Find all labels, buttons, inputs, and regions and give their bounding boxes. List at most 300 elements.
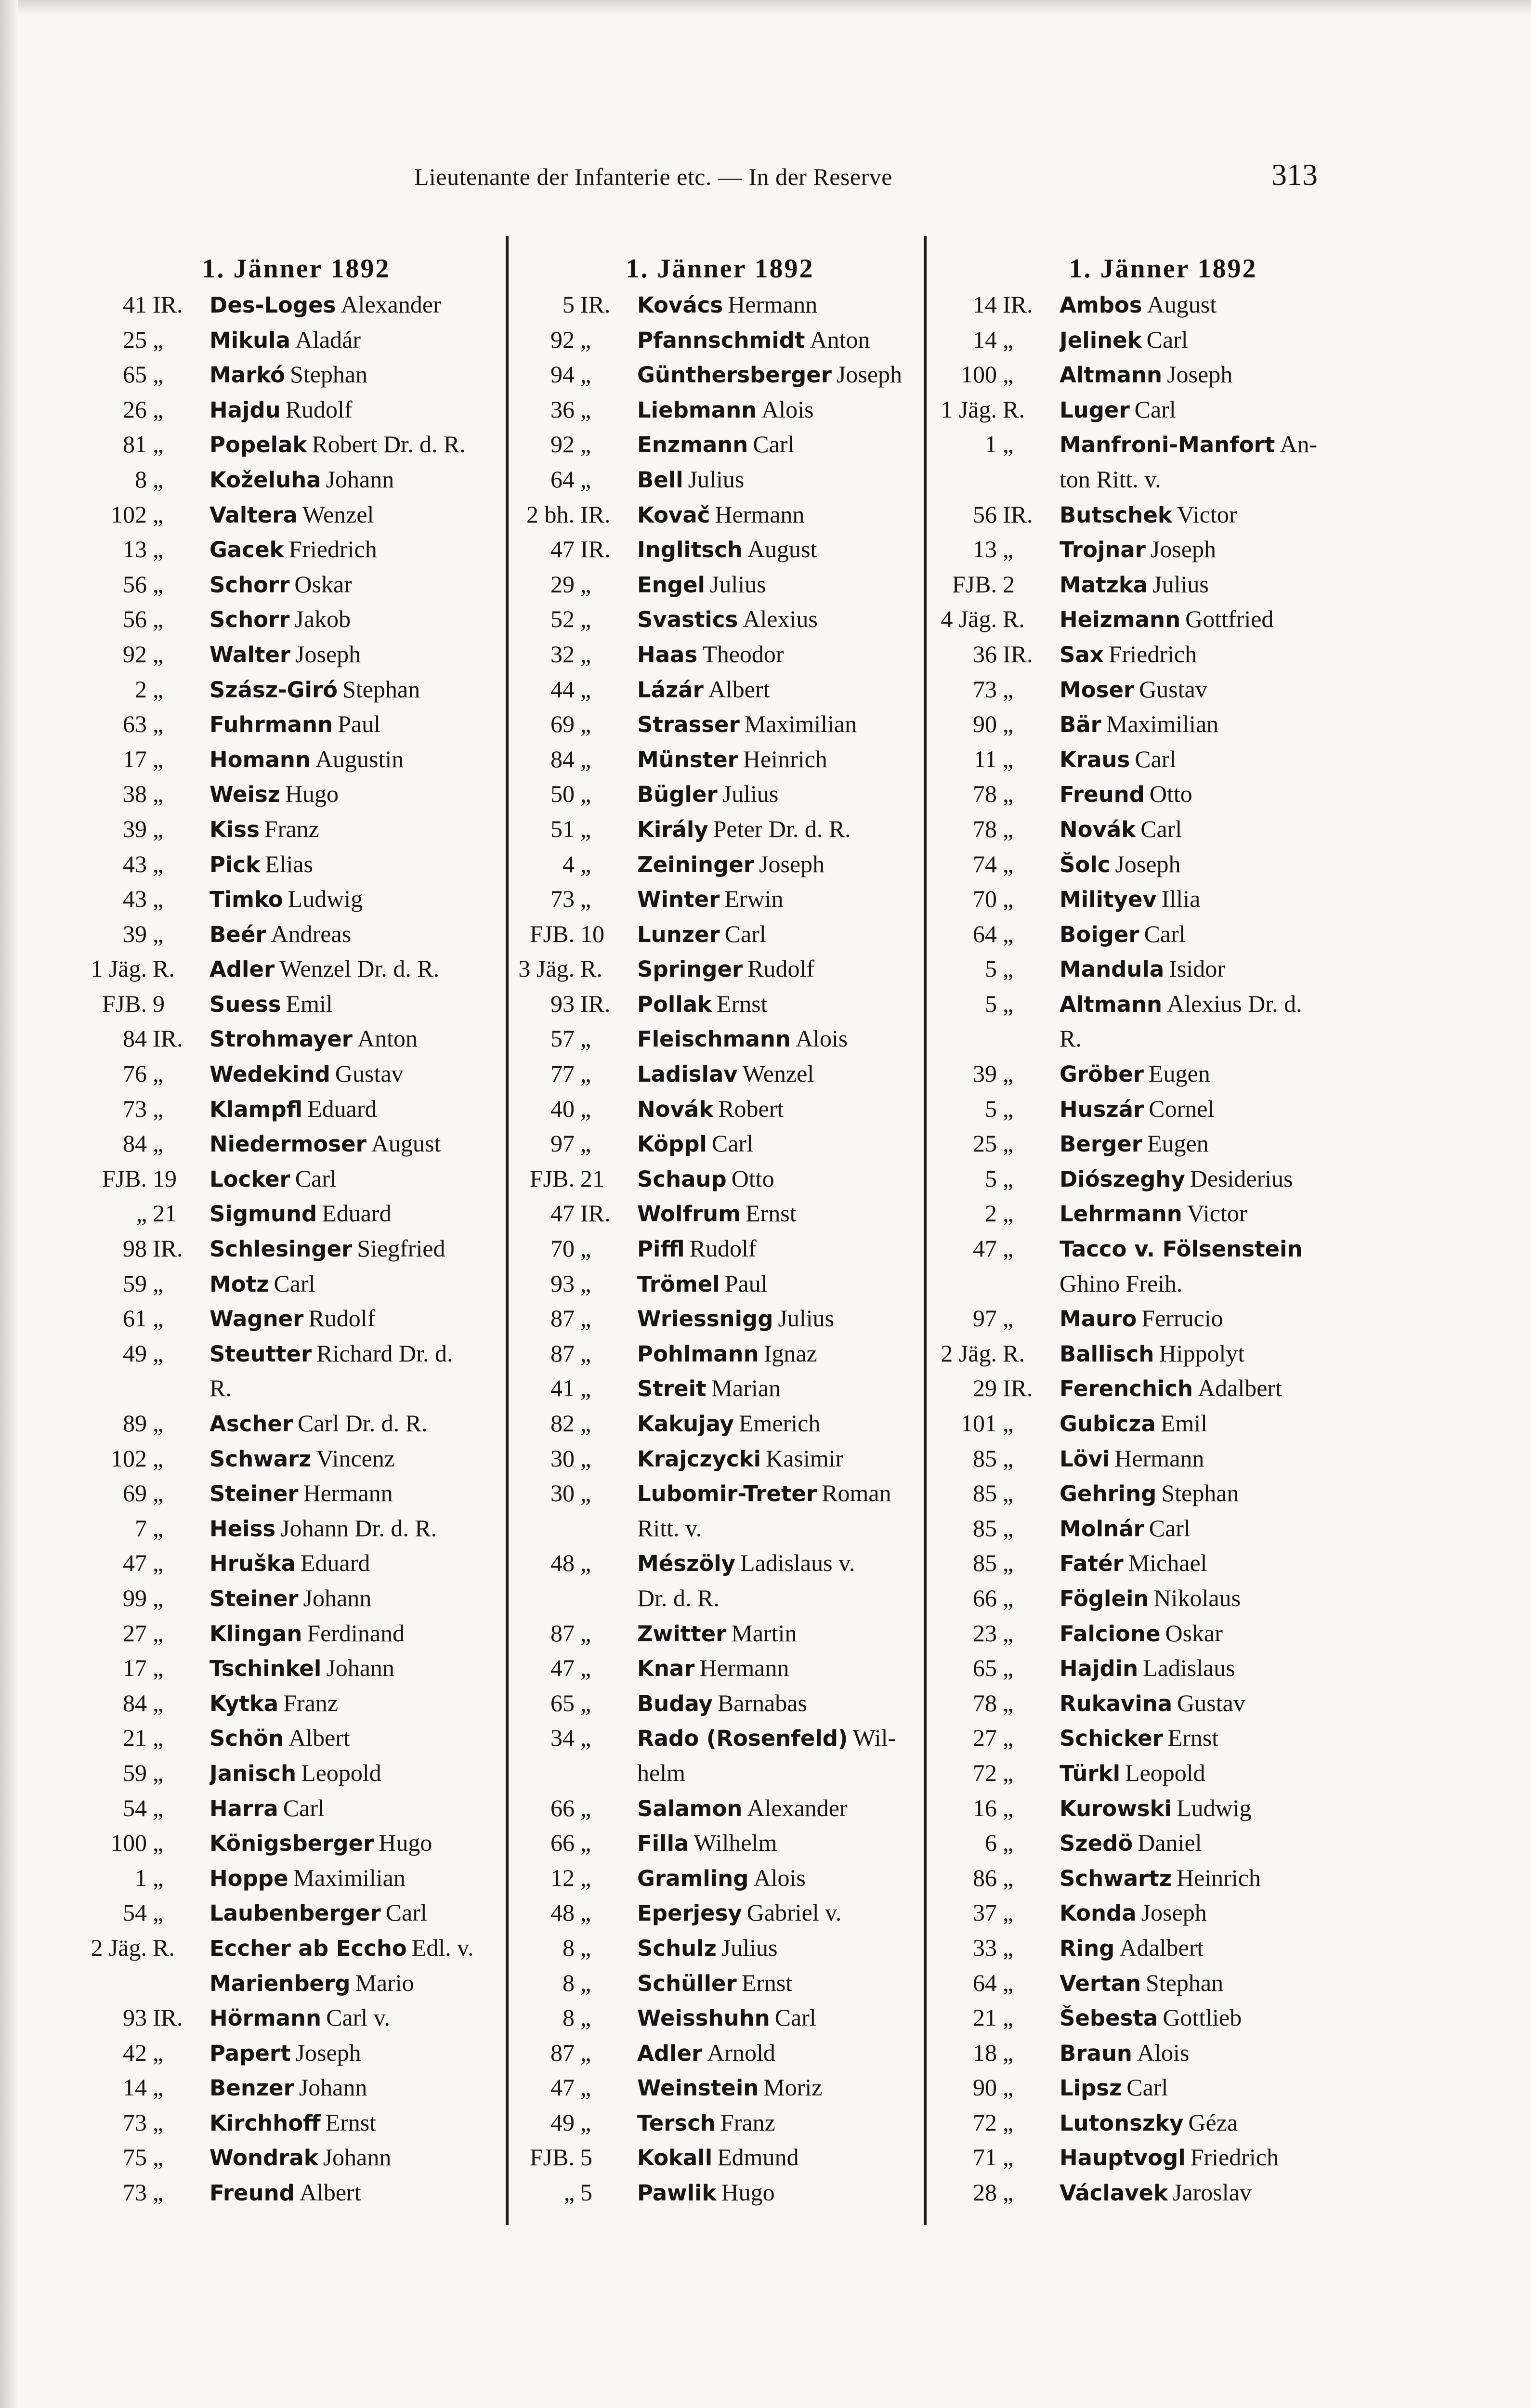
officer-name <box>637 881 922 917</box>
unit-abbreviation: „ <box>1003 2144 1014 2171</box>
unit-abbreviation: „ <box>580 1130 591 1157</box>
officer-name <box>209 427 506 463</box>
officer-name <box>637 1371 922 1407</box>
entry-row <box>518 427 922 462</box>
entry-row <box>87 1406 506 1441</box>
given-name: Jaroslav <box>1172 2179 1252 2206</box>
officer-name <box>1060 672 1389 708</box>
officer-name <box>209 2105 506 2141</box>
unit-abbreviation: „ <box>1003 1549 1014 1577</box>
surname: Moser <box>1060 677 1135 703</box>
unit-abbreviation: „ <box>153 885 164 913</box>
surname: Lázár <box>637 677 704 703</box>
surname: Suess <box>209 991 281 1017</box>
officer-name <box>209 1686 506 1722</box>
unit-abbreviation: „ <box>580 465 591 493</box>
unit-abbreviation: „ <box>153 920 164 947</box>
entry-row <box>937 1860 1389 1896</box>
entry-row <box>87 672 506 707</box>
surname: Szedö <box>1060 1831 1133 1857</box>
unit-abbreviation: „ <box>580 2004 591 2031</box>
entry-row <box>937 2070 1389 2105</box>
regiment-number: FJB. <box>529 2144 575 2171</box>
regiment-number: 1 <box>985 431 997 458</box>
surname: Novák <box>637 1096 714 1122</box>
entry-row <box>937 567 1389 602</box>
given-name: Hugo <box>721 2179 775 2206</box>
regiment-number: 84 <box>123 1689 147 1716</box>
unit-abbreviation: 21 <box>580 1165 604 1192</box>
regiment-number: 49 <box>550 2108 575 2136</box>
unit-abbreviation: IR. <box>153 1025 183 1052</box>
unit-abbreviation: „ <box>580 1864 591 1891</box>
entry-row <box>937 1545 1389 1581</box>
unit-abbreviation: „ <box>1003 1724 1014 1752</box>
entry-row <box>937 497 1389 532</box>
surname: Kokall <box>637 2145 713 2171</box>
unit-abbreviation: „ <box>153 431 164 458</box>
surname: Sigmund <box>209 1201 317 1227</box>
given-name: Stephan <box>289 361 368 388</box>
given-name: Theodor <box>702 640 784 667</box>
regiment-number: 64 <box>973 920 997 947</box>
given-name: Wenzel Dr. d. R. <box>279 955 440 982</box>
officer-name <box>209 462 506 498</box>
given-name: Peter Dr. d. R. <box>713 815 851 842</box>
entry-row <box>937 916 1389 952</box>
surname: Lövi <box>1060 1446 1110 1472</box>
officer-name <box>1060 1511 1389 1547</box>
unit-abbreviation: „ <box>153 1410 164 1437</box>
unit-abbreviation: „ <box>153 710 164 738</box>
officer-name <box>209 2035 506 2071</box>
given-name: Ritt. v. <box>637 1514 702 1542</box>
entry-row <box>87 2035 506 2070</box>
given-name: Alexius Dr. d. <box>1167 990 1302 1017</box>
surname: Schicker <box>1060 1726 1163 1752</box>
unit-abbreviation: „ <box>580 640 591 667</box>
surname: Gubicza <box>1060 1411 1156 1437</box>
unit-abbreviation: „ <box>153 465 164 493</box>
regiment-number: 93 <box>550 990 575 1017</box>
officer-name <box>209 1860 506 1897</box>
surname: Boiger <box>1060 921 1139 947</box>
officer-name <box>637 1581 922 1617</box>
regiment-number: 97 <box>973 1305 997 1332</box>
entry-row <box>518 2175 922 2210</box>
surname: Piffl <box>637 1236 685 1262</box>
entry-row <box>937 357 1389 392</box>
entry-row <box>87 462 506 497</box>
surname: Heizmann <box>1060 607 1181 633</box>
unit-abbreviation: „ <box>580 1829 591 1857</box>
regiment-number: 5 <box>985 1095 997 1122</box>
regiment-number: 73 <box>123 1095 147 1122</box>
given-name: Ludwig <box>288 885 363 913</box>
surname: Gehring <box>1060 1481 1157 1507</box>
unit-abbreviation: „ <box>580 431 591 458</box>
given-name: Ernst <box>741 1969 793 1996</box>
entry-row <box>87 2105 506 2140</box>
unit-abbreviation: „ <box>1003 920 1014 947</box>
officer-name <box>1060 1860 1389 1897</box>
surname: Schwarz <box>209 1446 312 1472</box>
entry-row <box>518 2140 922 2175</box>
entry-row <box>518 776 922 811</box>
unit-abbreviation: „ <box>153 1864 164 1891</box>
entry-row <box>937 1126 1389 1161</box>
entry-row <box>518 1231 922 1266</box>
entry-row <box>937 532 1389 567</box>
surname: Ring <box>1060 1935 1115 1961</box>
regiment-number: FJB. <box>952 570 997 598</box>
unit-abbreviation: „ <box>153 1269 164 1297</box>
surname: Rukavina <box>1060 1690 1173 1716</box>
given-name: Hippolyt <box>1159 1339 1245 1367</box>
entry-row <box>518 1616 922 1651</box>
regiment-number: 2 Jäg. <box>91 1934 147 1961</box>
given-name: Ferdinand <box>307 1619 405 1647</box>
entry-list <box>87 287 506 2210</box>
entry-row <box>518 1091 922 1126</box>
given-name: Adalbert <box>1198 1374 1282 1402</box>
officer-name <box>209 567 506 603</box>
regiment-number: 85 <box>973 1444 997 1472</box>
officer-name <box>637 532 922 568</box>
unit-abbreviation: „ <box>1003 1305 1014 1332</box>
surname: Popelak <box>209 432 307 458</box>
given-name: Franz <box>264 815 319 842</box>
regiment-number: 17 <box>123 1654 147 1682</box>
given-name: Marian <box>711 1374 781 1402</box>
regiment-number: 73 <box>973 675 997 703</box>
entry-row <box>518 1965 922 2001</box>
officer-name <box>209 1476 506 1512</box>
given-name: Carl <box>1126 2074 1168 2101</box>
regiment-number: FJB. <box>102 1165 147 1192</box>
regiment-number: 52 <box>550 605 575 633</box>
entry-row <box>518 1860 922 1896</box>
given-name: Eduard <box>307 1095 377 1122</box>
entry-row <box>518 567 922 602</box>
unit-abbreviation: „ <box>580 605 591 633</box>
officer-name <box>1060 1056 1389 1092</box>
officer-name <box>637 1231 922 1267</box>
unit-abbreviation: „ <box>1003 885 1014 913</box>
surname: Strohmayer <box>209 1026 353 1052</box>
officer-name <box>1060 1720 1389 1756</box>
given-name: Michael <box>1128 1549 1207 1577</box>
entry-row <box>518 532 922 567</box>
entry-row <box>87 1021 506 1056</box>
regiment-number: 1 <box>135 1864 147 1891</box>
unit-abbreviation: „ <box>1003 850 1014 877</box>
entry-row <box>518 1196 922 1231</box>
surname: Mikula <box>209 327 290 353</box>
unit-abbreviation: 2 <box>1003 570 1015 598</box>
officer-name <box>1060 1266 1389 1302</box>
given-name: Alois <box>795 1025 848 1052</box>
officer-name <box>637 1825 922 1861</box>
surname: Braun <box>1060 2040 1132 2066</box>
officer-name <box>637 427 922 463</box>
unit-abbreviation: „ <box>153 1759 164 1786</box>
surname: Laubenberger <box>209 1900 381 1926</box>
regiment-number: 74 <box>973 850 997 877</box>
surname: Zwitter <box>637 1621 727 1647</box>
given-name: Franz <box>283 1689 338 1716</box>
surname: Diószeghy <box>1060 1166 1185 1192</box>
officer-name <box>637 1511 922 1547</box>
officer-name <box>637 1336 922 1372</box>
entry-row <box>518 1895 922 1930</box>
given-name: Carl <box>1135 745 1177 772</box>
regiment-number: 99 <box>123 1584 147 1611</box>
given-name: Barnabas <box>717 1689 807 1716</box>
unit-abbreviation: „ <box>153 1130 164 1157</box>
regiment-number: 93 <box>550 1269 575 1297</box>
unit-abbreviation: „ <box>1003 1934 1014 1961</box>
unit-abbreviation: „ <box>153 2039 164 2066</box>
unit-abbreviation: R. <box>580 955 602 982</box>
surname: Walter <box>209 641 291 667</box>
given-name: Emil <box>1160 1410 1208 1437</box>
surname: Knar <box>637 1656 695 1682</box>
unit-abbreviation: „ <box>580 675 591 703</box>
regiment-number: 34 <box>550 1724 575 1752</box>
given-name: August <box>371 1130 441 1157</box>
entry-row <box>937 1720 1389 1755</box>
given-name: Kasimir <box>766 1444 844 1472</box>
regiment-number: 40 <box>550 1095 575 1122</box>
regiment-number: 3 Jäg. <box>518 955 575 982</box>
given-name: Oskar <box>294 570 352 598</box>
surname: Ferenchich <box>1060 1376 1193 1402</box>
officer-name <box>637 287 922 323</box>
regiment-number: 85 <box>973 1479 997 1507</box>
surname: Kurowski <box>1060 1795 1172 1821</box>
given-name: Oskar <box>1165 1619 1223 1647</box>
surname: Fleischmann <box>637 1026 791 1052</box>
entry-row <box>518 392 922 427</box>
entry-row <box>937 1825 1389 1860</box>
officer-name <box>209 1720 506 1756</box>
surname: Pick <box>209 851 261 877</box>
given-name: Mario <box>355 1969 414 1996</box>
officer-name <box>1060 2140 1389 2176</box>
officer-name <box>637 1476 922 1512</box>
surname: Winter <box>637 887 720 913</box>
surname: Novák <box>1060 816 1136 842</box>
unit-abbreviation: „ <box>1003 1095 1014 1122</box>
regiment-number: 27 <box>123 1619 147 1647</box>
surname: Enzmann <box>637 432 748 458</box>
given-name: Arnold <box>707 2039 775 2066</box>
surname: Fatér <box>1060 1551 1124 1577</box>
officer-name <box>209 1965 506 2002</box>
given-name: Hermann <box>1114 1444 1204 1472</box>
regiment-number: 87 <box>550 2039 575 2066</box>
regiment-number: 4 Jäg. <box>941 605 997 633</box>
given-name: Carl <box>283 1794 325 1821</box>
surname: Pawlik <box>637 2180 717 2206</box>
officer-name <box>637 602 922 638</box>
entry-row <box>87 392 506 427</box>
officer-name <box>209 1511 506 1547</box>
officer-name <box>1060 2175 1389 2211</box>
officer-name <box>637 2000 922 2036</box>
unit-abbreviation: „ <box>153 675 164 703</box>
entry-row <box>518 1686 922 1721</box>
surname: Niedermoser <box>209 1131 366 1157</box>
entry-row <box>937 1581 1389 1616</box>
regiment-number: 70 <box>550 1235 575 1262</box>
regiment-number: 14 <box>973 291 997 318</box>
officer-name <box>637 1056 922 1092</box>
entry-row <box>87 1686 506 1721</box>
regiment-number: 100 <box>961 361 997 388</box>
regiment-number: 93 <box>123 2004 147 2031</box>
surname: Trömel <box>637 1271 720 1297</box>
entry-row <box>518 1056 922 1091</box>
surname: Wedekind <box>209 1061 330 1087</box>
surname: Steiner <box>209 1481 299 1507</box>
given-name: Eduard <box>300 1549 370 1577</box>
surname: Springer <box>637 956 743 982</box>
officer-name <box>209 951 506 987</box>
surname: Buday <box>637 1690 713 1716</box>
surname: Gramling <box>637 1865 749 1891</box>
regiment-number: 82 <box>550 1410 575 1437</box>
given-name: Alexander <box>747 1794 848 1821</box>
entry-row <box>518 742 922 777</box>
unit-abbreviation: „ <box>1003 326 1014 353</box>
given-name: Augustin <box>315 745 404 772</box>
unit-abbreviation: „ <box>153 326 164 353</box>
unit-abbreviation: IR. <box>580 990 611 1017</box>
unit-abbreviation: „ <box>153 1095 164 1122</box>
unit-abbreviation: „ <box>1003 1759 1014 1786</box>
surname: Trojnar <box>1060 537 1146 563</box>
regiment-number: 65 <box>973 1654 997 1682</box>
unit-abbreviation: „ <box>1003 1514 1014 1542</box>
regiment-number: „ <box>563 2179 575 2206</box>
surname: Pfannschmidt <box>637 327 805 353</box>
entry-row <box>87 1825 506 1860</box>
unit-abbreviation: „ <box>580 710 591 738</box>
entry-row <box>937 1650 1389 1686</box>
surname: Falcione <box>1060 1621 1161 1647</box>
column-heading: 1. Jänner 1892 <box>1069 254 1257 284</box>
given-name: Carl <box>1149 1514 1191 1542</box>
officer-name <box>637 2070 922 2106</box>
surname: Luger <box>1060 397 1130 423</box>
entry-row <box>87 532 506 567</box>
entry-row <box>87 2000 506 2035</box>
surname: Valtera <box>209 502 298 528</box>
entry-row <box>937 1231 1389 1266</box>
given-name: Johann <box>323 2144 392 2171</box>
regiment-number: 6 <box>985 1829 997 1857</box>
surname: Ballisch <box>1060 1341 1154 1367</box>
entry-row <box>87 1616 506 1651</box>
given-name: Maximilian <box>1106 710 1219 738</box>
officer-name <box>1060 811 1389 848</box>
surname: Wolfrum <box>637 1201 741 1227</box>
officer-name <box>1060 2000 1389 2036</box>
unit-abbreviation: „ <box>153 1794 164 1821</box>
given-name: Alois <box>753 1864 806 1891</box>
officer-name <box>209 916 506 953</box>
entry-row <box>87 847 506 882</box>
regiment-number: 48 <box>550 1549 575 1577</box>
officer-name <box>1060 1161 1389 1197</box>
unit-abbreviation: „ <box>153 640 164 667</box>
regiment-number: 41 <box>123 291 147 318</box>
officer-name <box>1060 637 1389 673</box>
surname: Beér <box>209 921 266 947</box>
officer-name <box>1060 986 1389 1022</box>
given-name: Ferrucio <box>1141 1305 1223 1332</box>
regiment-number: 73 <box>123 2179 147 2206</box>
surname: Schulz <box>637 1935 717 1961</box>
entry-row <box>87 1301 506 1336</box>
regiment-number: 5 <box>563 291 575 318</box>
regiment-number: 2 bh. <box>526 500 575 528</box>
given-name: Daniel <box>1138 1829 1202 1857</box>
entry-row <box>87 1581 506 1616</box>
given-name: Hugo <box>285 780 339 808</box>
given-name: Ghino Freih. <box>1060 1269 1183 1297</box>
officer-name <box>1060 776 1389 812</box>
regiment-number: 8 <box>563 1969 575 1996</box>
officer-name <box>209 1056 506 1092</box>
unit-abbreviation: „ <box>153 780 164 808</box>
unit-abbreviation: „ <box>1003 1794 1014 1821</box>
entry-row <box>87 2070 506 2105</box>
entry-row <box>937 602 1389 637</box>
column-1 <box>87 250 506 2235</box>
entry-row <box>87 1545 506 1581</box>
given-name: Leopold <box>1125 1759 1205 1786</box>
surname: Engel <box>637 572 705 598</box>
entry-row <box>518 986 922 1021</box>
officer-name <box>209 1126 506 1162</box>
regiment-number: 72 <box>973 2108 997 2136</box>
entry-row <box>937 986 1389 1021</box>
given-name: Johann <box>303 1584 372 1611</box>
entry-row <box>87 986 506 1021</box>
entry-row <box>937 1056 1389 1091</box>
surname: Lubomir-Treter <box>637 1481 817 1507</box>
given-name: Hermann <box>303 1479 393 1507</box>
officer-name <box>637 2140 922 2176</box>
regiment-number: 94 <box>550 361 575 388</box>
entry-row <box>937 2000 1389 2035</box>
regiment-number: FJB. <box>102 990 147 1017</box>
entry-row <box>518 707 922 742</box>
regiment-number: 5 <box>985 1165 997 1192</box>
column-2 <box>518 250 922 2235</box>
officer-name <box>637 1161 922 1197</box>
given-name: Stephan <box>1161 1479 1239 1507</box>
given-name: Victor <box>1177 500 1237 528</box>
officer-name <box>1060 462 1389 498</box>
surname: Hoppe <box>209 1865 288 1891</box>
regiment-number: 78 <box>973 780 997 808</box>
surname: Huszár <box>1060 1096 1144 1122</box>
officer-name <box>637 951 922 987</box>
